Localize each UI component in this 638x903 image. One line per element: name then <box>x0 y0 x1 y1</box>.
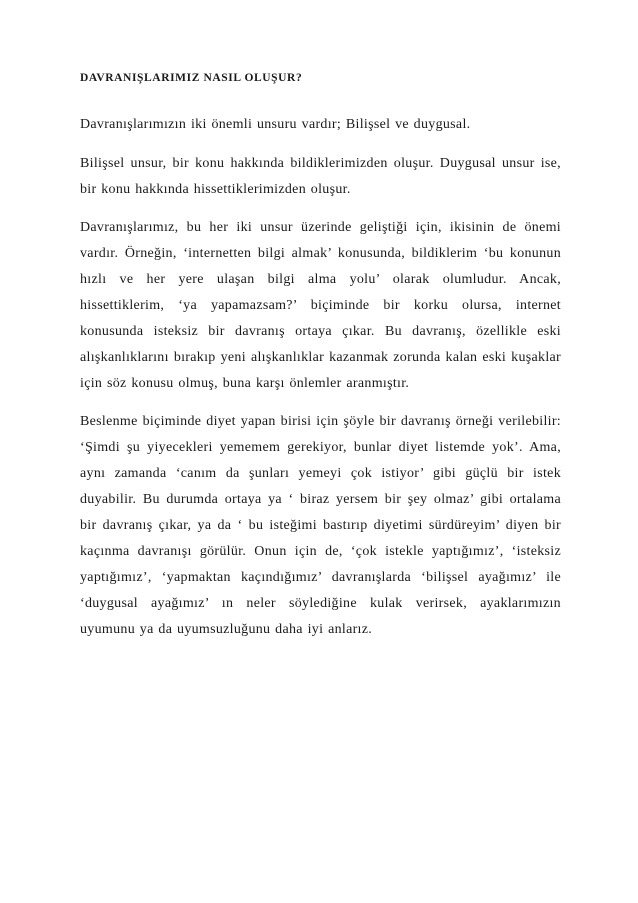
paragraph-4: Beslenme biçiminde diyet yapan birisi için şöyle bir davranış örneği verilebilir: ‘Şimdi şu yiyecekleri yememem gerekiyor, bunlar diyet listemde yok’. Ama, aynı zamanda ‘canım da şunları yemeyi çok istiyor’ gibi güçlü bir istek duyabilir. Bu durumda ortaya ya ‘ biraz yersem bir şey olmaz’ gibi ortalama bir davranış çıkar, ya da ‘ bu isteğimi bastırıp diyetimi sürdüreyim’ diyen bir kaçınma davranışı görülür. Onun için de, ‘çok istekle yaptığımız’, ‘isteksiz yaptığımız’, ‘yapmaktan kaçındığımız’ davranışlarda ‘bilişsel ayağımız’ ile ‘duygusal ayağımız’ ın neler söylediğine kulak verirsek, ayaklarımızın uyumunu ya da uyumsuzluğunu daha iyi anlarız. <box>80 414 561 637</box>
paragraph-3: Davranışlarımız, bu her iki unsur üzerinde geliştiği için, ikisinin de önemi vardır. Örneğin, ‘internetten bilgi almak’ konusunda, bildiklerim ‘bu konunun hızlı ve her yere ulaşan bilgi alma yolu’ olarak olumludur. Ancak, hissettiklerim, ‘ya yapamazsam?’ biçiminde bir korku olursa, internet konusunda isteksiz bir davranış ortaya çıkar. Bu davranış, özellikle eski alışkanlıklarını bırakıp yeni alışkanlıklar kazanmak zorunda kalan eski kuşaklar için söz konusu olmuş, buna karşı önlemler aranmıştır. <box>80 220 561 391</box>
paragraph-1: Davranışlarımızın iki önemli unsuru vardır; Bilişsel ve duygusal. <box>80 117 471 132</box>
document-page <box>80 70 561 655</box>
document-title: DAVRANIŞLARIMIZ NASIL OLUŞUR? <box>80 72 303 84</box>
paragraph-2: Bilişsel unsur, bir konu hakkında bildiklerimizden oluşur. Duygusal unsur ise, bir konu hakkında hissettiklerimizden oluşur. <box>80 156 561 197</box>
